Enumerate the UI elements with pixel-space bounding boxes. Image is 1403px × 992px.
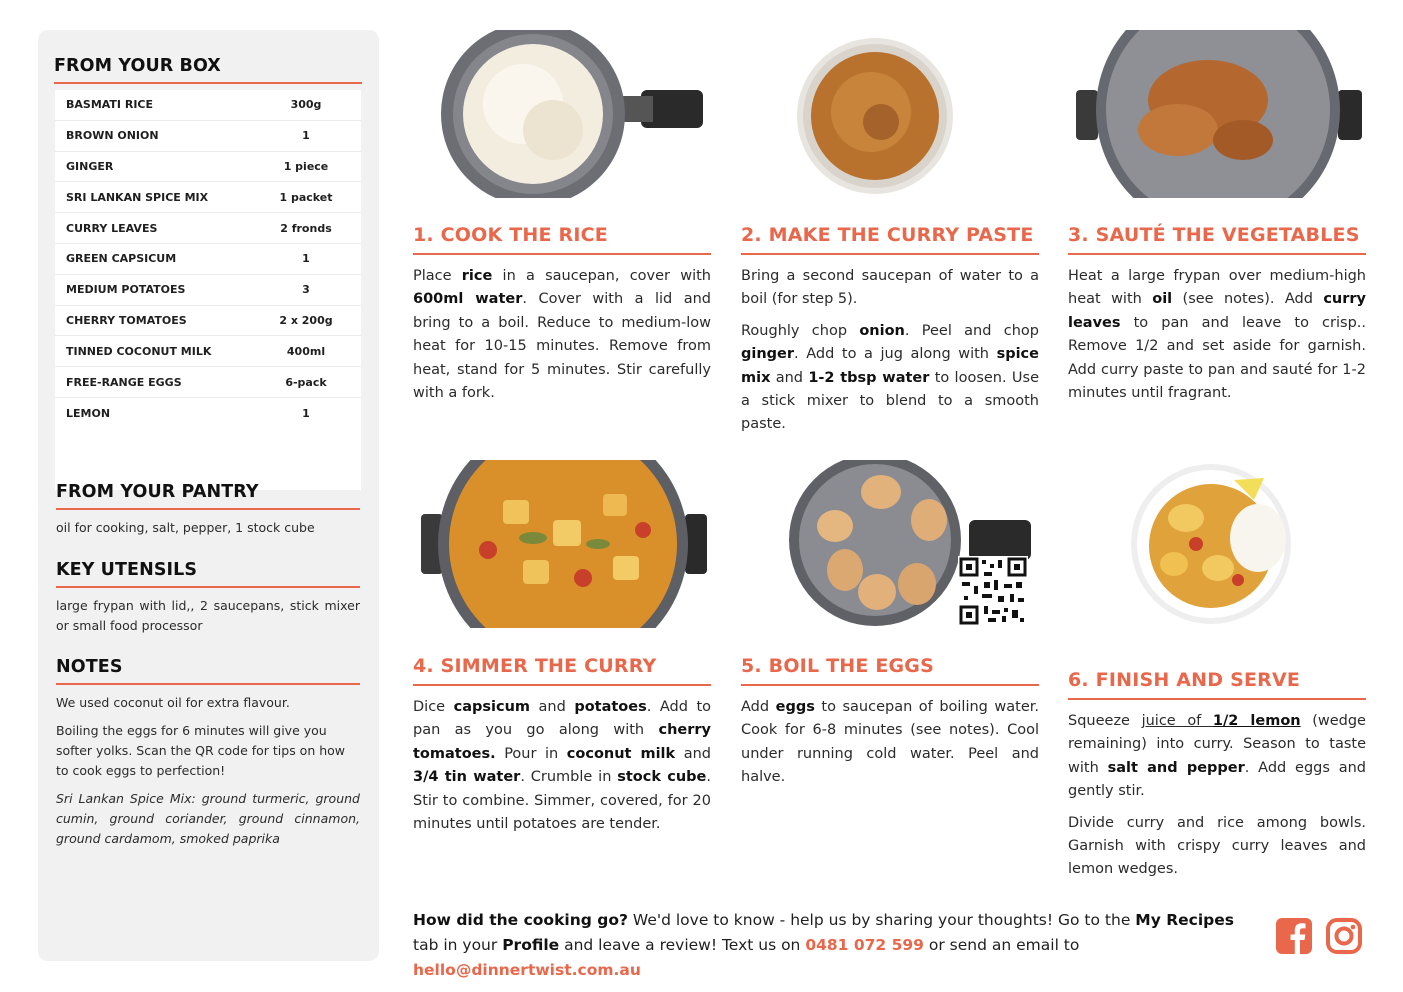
ingredient-row [55, 213, 361, 244]
step-1 [413, 224, 711, 405]
ingredient-name: BROWN ONION [66, 129, 159, 143]
ingredient-qty: 400ml [286, 344, 326, 358]
ingredient-row [55, 275, 361, 306]
ingredient-qty: 2 x 200g [279, 313, 333, 327]
step-4 [413, 655, 711, 836]
step-4-body: Dice capsicum and potatoes. Add to pan as you go along with cherry tomatoes. Pour in coconut milk and 3/4 tin water. Crumble in stock cube. Stir to combine. Simmer, covered, for 20 minutes until potatoes are tender. [413, 699, 712, 833]
step-5-title: 5. BOIL THE EGGS [741, 655, 1039, 686]
ingredient-name: MEDIUM POTATOES [66, 283, 186, 297]
utensils-heading: KEY UTENSILS [56, 560, 360, 588]
ingredient-row [55, 182, 361, 213]
ingredient-row [55, 367, 361, 398]
ingredient-name: LEMON [66, 406, 111, 420]
step-1-body: Place rice in a saucepan, cover with 600ml water. Cover with a lid and bring to a boil. Reduce to medium-low heat for 10-15 minutes. Remove from heat, stand for 5 minutes. Stir carefully with a fork. [413, 268, 711, 402]
finished-curry-bowl-image [1068, 460, 1366, 628]
step-6-title: 6. FINISH AND SERVE [1068, 669, 1366, 700]
pantry-section [56, 482, 360, 538]
pantry-text: oil for cooking, salt, pepper, 1 stock cube [56, 520, 315, 535]
step-5 [741, 655, 1039, 790]
simmer-curry-image [413, 460, 711, 628]
step-5-body: Add eggs to saucepan of boiling water. Cook for 6-8 minutes (see notes). Cool under running cold water. Peel and halve. [741, 699, 1039, 786]
step-1-title: 1. COOK THE RICE [413, 224, 711, 255]
step-2-body: Bring a second saucepan of water to a boil (for step 5). Roughly chop onion. Peel and chop ginger. Add to a jug along with spice mix and 1-2 tbsp water to loosen. Use a stick mixer to blend to a smooth paste. [741, 268, 1039, 433]
step-6-body: Squeeze juice of 1/2 lemon (wedge remaining) into curry. Season to taste with salt and pepper. Add eggs and gently stir. Divide curry and rice among bowls. Garnish with crispy curry leaves and lemon wedges. [1068, 713, 1366, 878]
ingredient-row [55, 398, 361, 429]
ingredient-name: CURRY LEAVES [66, 221, 158, 235]
utensils-text: large frypan with lid,, 2 saucepans, stick mixer or small food processor [56, 598, 360, 633]
ingredient-qty: 1 piece [283, 159, 329, 173]
ingredient-qty: 1 [302, 252, 310, 266]
notes-section [56, 657, 360, 849]
from-your-box-heading: FROM YOUR BOX [54, 56, 362, 84]
facebook-icon[interactable] [1276, 918, 1312, 954]
spice-mix-note: Sri Lankan Spice Mix: ground turmeric, ground cumin, ground coriander, ground cinnamon, ground cardamom, smoked paprika [56, 791, 360, 846]
step-4-title: 4. SIMMER THE CURRY [413, 655, 711, 686]
ingredient-row [55, 244, 361, 275]
ingredient-row [55, 336, 361, 367]
ingredient-name: GINGER [66, 159, 114, 173]
ingredient-qty: 3 [302, 283, 310, 297]
feedback-footer: How did the cooking go? We'd love to know - help us by sharing your thoughts! Go to the My Recipes tab in your Profile and leave a review! Text us on 0481 072 599 or send an email to hello@dinnertwist.com.au [413, 911, 1234, 979]
pantry-heading: FROM YOUR PANTRY [56, 482, 360, 510]
notes-heading: NOTES [56, 657, 360, 685]
ingredient-row [55, 121, 361, 152]
utensils-section [56, 560, 360, 636]
ingredient-row [55, 306, 361, 337]
notes-paragraph: Boiling the eggs for 6 minutes will give you softer yolks. Scan the QR code for tips on how to cook eggs to perfection! [56, 723, 346, 778]
ingredient-name: GREEN CAPSICUM [66, 252, 177, 266]
notes-paragraph: We used coconut oil for extra flavour. [56, 695, 290, 710]
phone-link[interactable]: 0481 072 599 [805, 936, 924, 954]
ingredients-table [55, 90, 361, 490]
curry-paste-image [741, 30, 1039, 198]
ingredient-qty: 1 [302, 129, 310, 143]
step-3 [1068, 224, 1366, 405]
qr-code-icon[interactable] [958, 556, 1028, 626]
step-3-title: 3. SAUTÉ THE VEGETABLES [1068, 224, 1366, 255]
saute-vegetables-image [1068, 30, 1366, 198]
ingredient-qty: 1 [302, 406, 310, 420]
step-2 [741, 224, 1039, 437]
ingredient-row [55, 90, 361, 121]
email-link[interactable]: hello@dinnertwist.com.au [413, 961, 641, 979]
ingredient-name: SRI LANKAN SPICE MIX [66, 190, 209, 204]
ingredient-row [55, 152, 361, 183]
ingredient-name: FREE-RANGE EGGS [66, 375, 182, 389]
instagram-icon[interactable] [1326, 918, 1362, 954]
ingredient-qty: 1 packet [279, 190, 333, 204]
step-3-body: Heat a large frypan over medium-high heat with oil (see notes). Add curry leaves to pan and leave to crisp.. Remove 1/2 and set aside for garnish. Add curry paste to pan and sauté for 1-2 minutes until fragrant. [1068, 268, 1366, 402]
step-2-title: 2. MAKE THE CURRY PASTE [741, 224, 1039, 255]
ingredient-qty: 6-pack [285, 375, 327, 389]
ingredient-name: TINNED COCONUT MILK [66, 344, 212, 358]
ingredient-qty: 2 fronds [280, 221, 332, 235]
ingredients-sidebar [38, 30, 379, 961]
step-6 [1068, 669, 1366, 882]
ingredient-name: CHERRY TOMATOES [66, 313, 187, 327]
ingredient-name: BASMATI RICE [66, 98, 154, 112]
ingredient-qty: 300g [290, 98, 322, 112]
rice-pot-image [413, 30, 711, 198]
